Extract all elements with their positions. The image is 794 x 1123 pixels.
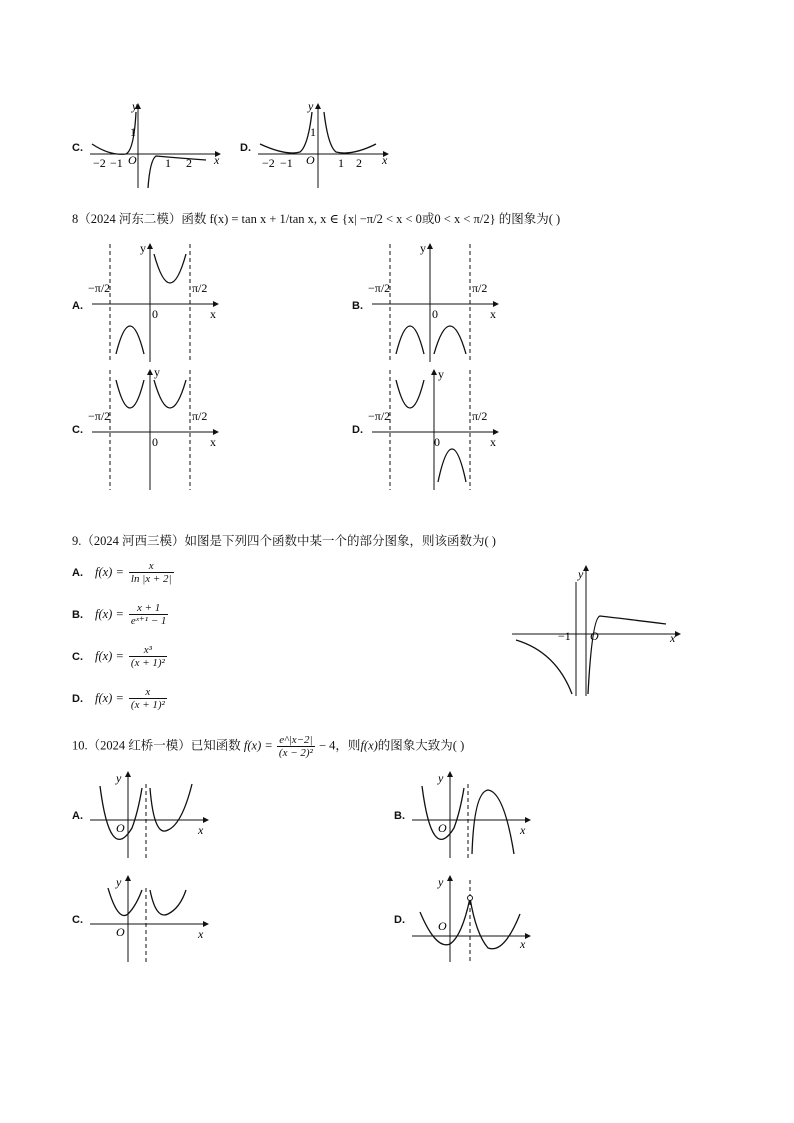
q8-option-a-graph [88, 240, 228, 364]
left-tick: −π/2 [88, 281, 111, 295]
x-axis-label: x [490, 435, 496, 449]
y-axis-label: y [116, 771, 122, 785]
q8-option-b-graph [368, 240, 508, 364]
tick-x-2: 2 [186, 156, 192, 170]
left-tick: −π/2 [368, 409, 391, 423]
tick-x-neg1: −1 [110, 156, 123, 170]
right-tick: π/2 [472, 409, 488, 423]
x-axis-label: x [214, 153, 220, 167]
zero-label: 0 [432, 307, 438, 321]
y-axis-label: y [420, 241, 426, 255]
y-axis-label: y [154, 366, 160, 379]
left-tick: −π/2 [88, 409, 111, 423]
q8-prefix: 8（2024 河东二模）函数 [72, 212, 207, 226]
q10-stem: 10.（2024 红桥一模）已知函数 f(x) = $\frac{e\^{}|x-2|}{\text{(x − 2)²}}$ − 4，则f(x)的图象大致为( ) [72, 734, 465, 759]
y-axis-label: y [438, 875, 444, 889]
y-axis-label: y [132, 100, 138, 113]
q9-stem: 9.（2024 河西三模）如图是下列四个函数中某一个的部分图象，则该函数为( ) [72, 534, 496, 548]
y-axis-label: y [116, 875, 122, 889]
q10-option-d-graph [410, 872, 536, 964]
q9-option-a[interactable]: A. f(x) = $\frac{x}{\ln |x + 2|}$ [72, 560, 172, 585]
x-axis-label: x [520, 823, 526, 837]
q8-option-b-label[interactable]: B. [352, 300, 363, 312]
q8-option-a-label[interactable]: A. [72, 300, 83, 312]
q7-option-d-label[interactable]: D. [240, 142, 251, 154]
q10-option-c-graph [88, 872, 214, 964]
x-axis-label: x [670, 631, 676, 645]
q8-option-c-graph [88, 366, 228, 492]
origin-label: O [306, 153, 315, 167]
tick-x-neg2: −2 [93, 156, 106, 170]
origin-label: O [116, 925, 125, 939]
hole-marker [468, 896, 473, 901]
q8-option-d-label[interactable]: D. [352, 424, 363, 436]
q9-option-c[interactable]: C. f(x) = $\frac{\text{x³}}{\text{(x + 1)²}}$ [72, 644, 165, 669]
x-axis-label: x [382, 153, 388, 167]
tick-x-neg1: −1 [280, 156, 293, 170]
y-axis-label: y [140, 241, 146, 255]
x-axis-label: x [520, 937, 526, 951]
q7-option-d-graph [256, 100, 396, 192]
q10-option-c-label[interactable]: C. [72, 914, 83, 926]
x-axis-label: x [198, 927, 204, 941]
q10-option-a-graph [88, 768, 214, 860]
q7-option-c-graph [88, 100, 228, 192]
left-tick: −π/2 [368, 281, 391, 295]
right-tick: π/2 [472, 281, 488, 295]
origin-label: O [438, 821, 447, 835]
q10-prefix: 10.（2024 红桥一模）已知函数 [72, 738, 241, 753]
x-axis-label: x [210, 435, 216, 449]
y-axis-label: y [438, 367, 444, 381]
right-tick: π/2 [192, 409, 208, 423]
q10-option-d-label[interactable]: D. [394, 914, 405, 926]
y-axis-label: y [578, 567, 584, 581]
tick-x-1: 1 [165, 156, 171, 170]
x-axis-label: x [198, 823, 204, 837]
q10-option-b-graph [410, 768, 536, 860]
q9-option-d[interactable]: D. f(x) = $\frac{x}{\text{(x + 1)²}}$ [72, 686, 165, 711]
q10-option-b-label[interactable]: B. [394, 810, 405, 822]
tick-x-2: 2 [356, 156, 362, 170]
q8-option-c-label[interactable]: C. [72, 424, 83, 436]
origin-label: O [438, 919, 447, 933]
q9-option-b[interactable]: B. f(x) = $\frac{x + 1}{\text{eˣ⁺¹ − 1}}$ [72, 602, 167, 627]
q8-option-d-graph [368, 366, 508, 492]
q8-suffix: 的图象为( ) [498, 212, 561, 226]
q8-stem [72, 210, 560, 228]
q7-option-c-label[interactable]: C. [72, 142, 83, 154]
q8-function: f(x) = tan x + 1/tan x, x ∈ {x| −π/2 < x < 0或0 < x < π/2} [209, 212, 496, 226]
tick-neg1: −1 [558, 629, 571, 643]
zero-label: 0 [434, 435, 440, 449]
y-axis-label: y [438, 771, 444, 785]
q10-option-a-label[interactable]: A. [72, 810, 83, 822]
y-axis-label: y [308, 100, 314, 113]
tick-x-neg2: −2 [262, 156, 275, 170]
q9-figure [508, 562, 688, 698]
tick-y-1: 1 [310, 125, 316, 139]
right-tick: π/2 [192, 281, 208, 295]
origin-label: O [116, 821, 125, 835]
origin-label: O [128, 153, 137, 167]
origin-label: O [590, 629, 599, 643]
x-axis-label: x [210, 307, 216, 321]
x-axis-label: x [490, 307, 496, 321]
tick-y-1: 1 [130, 125, 136, 139]
tick-x-1: 1 [338, 156, 344, 170]
zero-label: 0 [152, 307, 158, 321]
zero-label: 0 [152, 435, 158, 449]
